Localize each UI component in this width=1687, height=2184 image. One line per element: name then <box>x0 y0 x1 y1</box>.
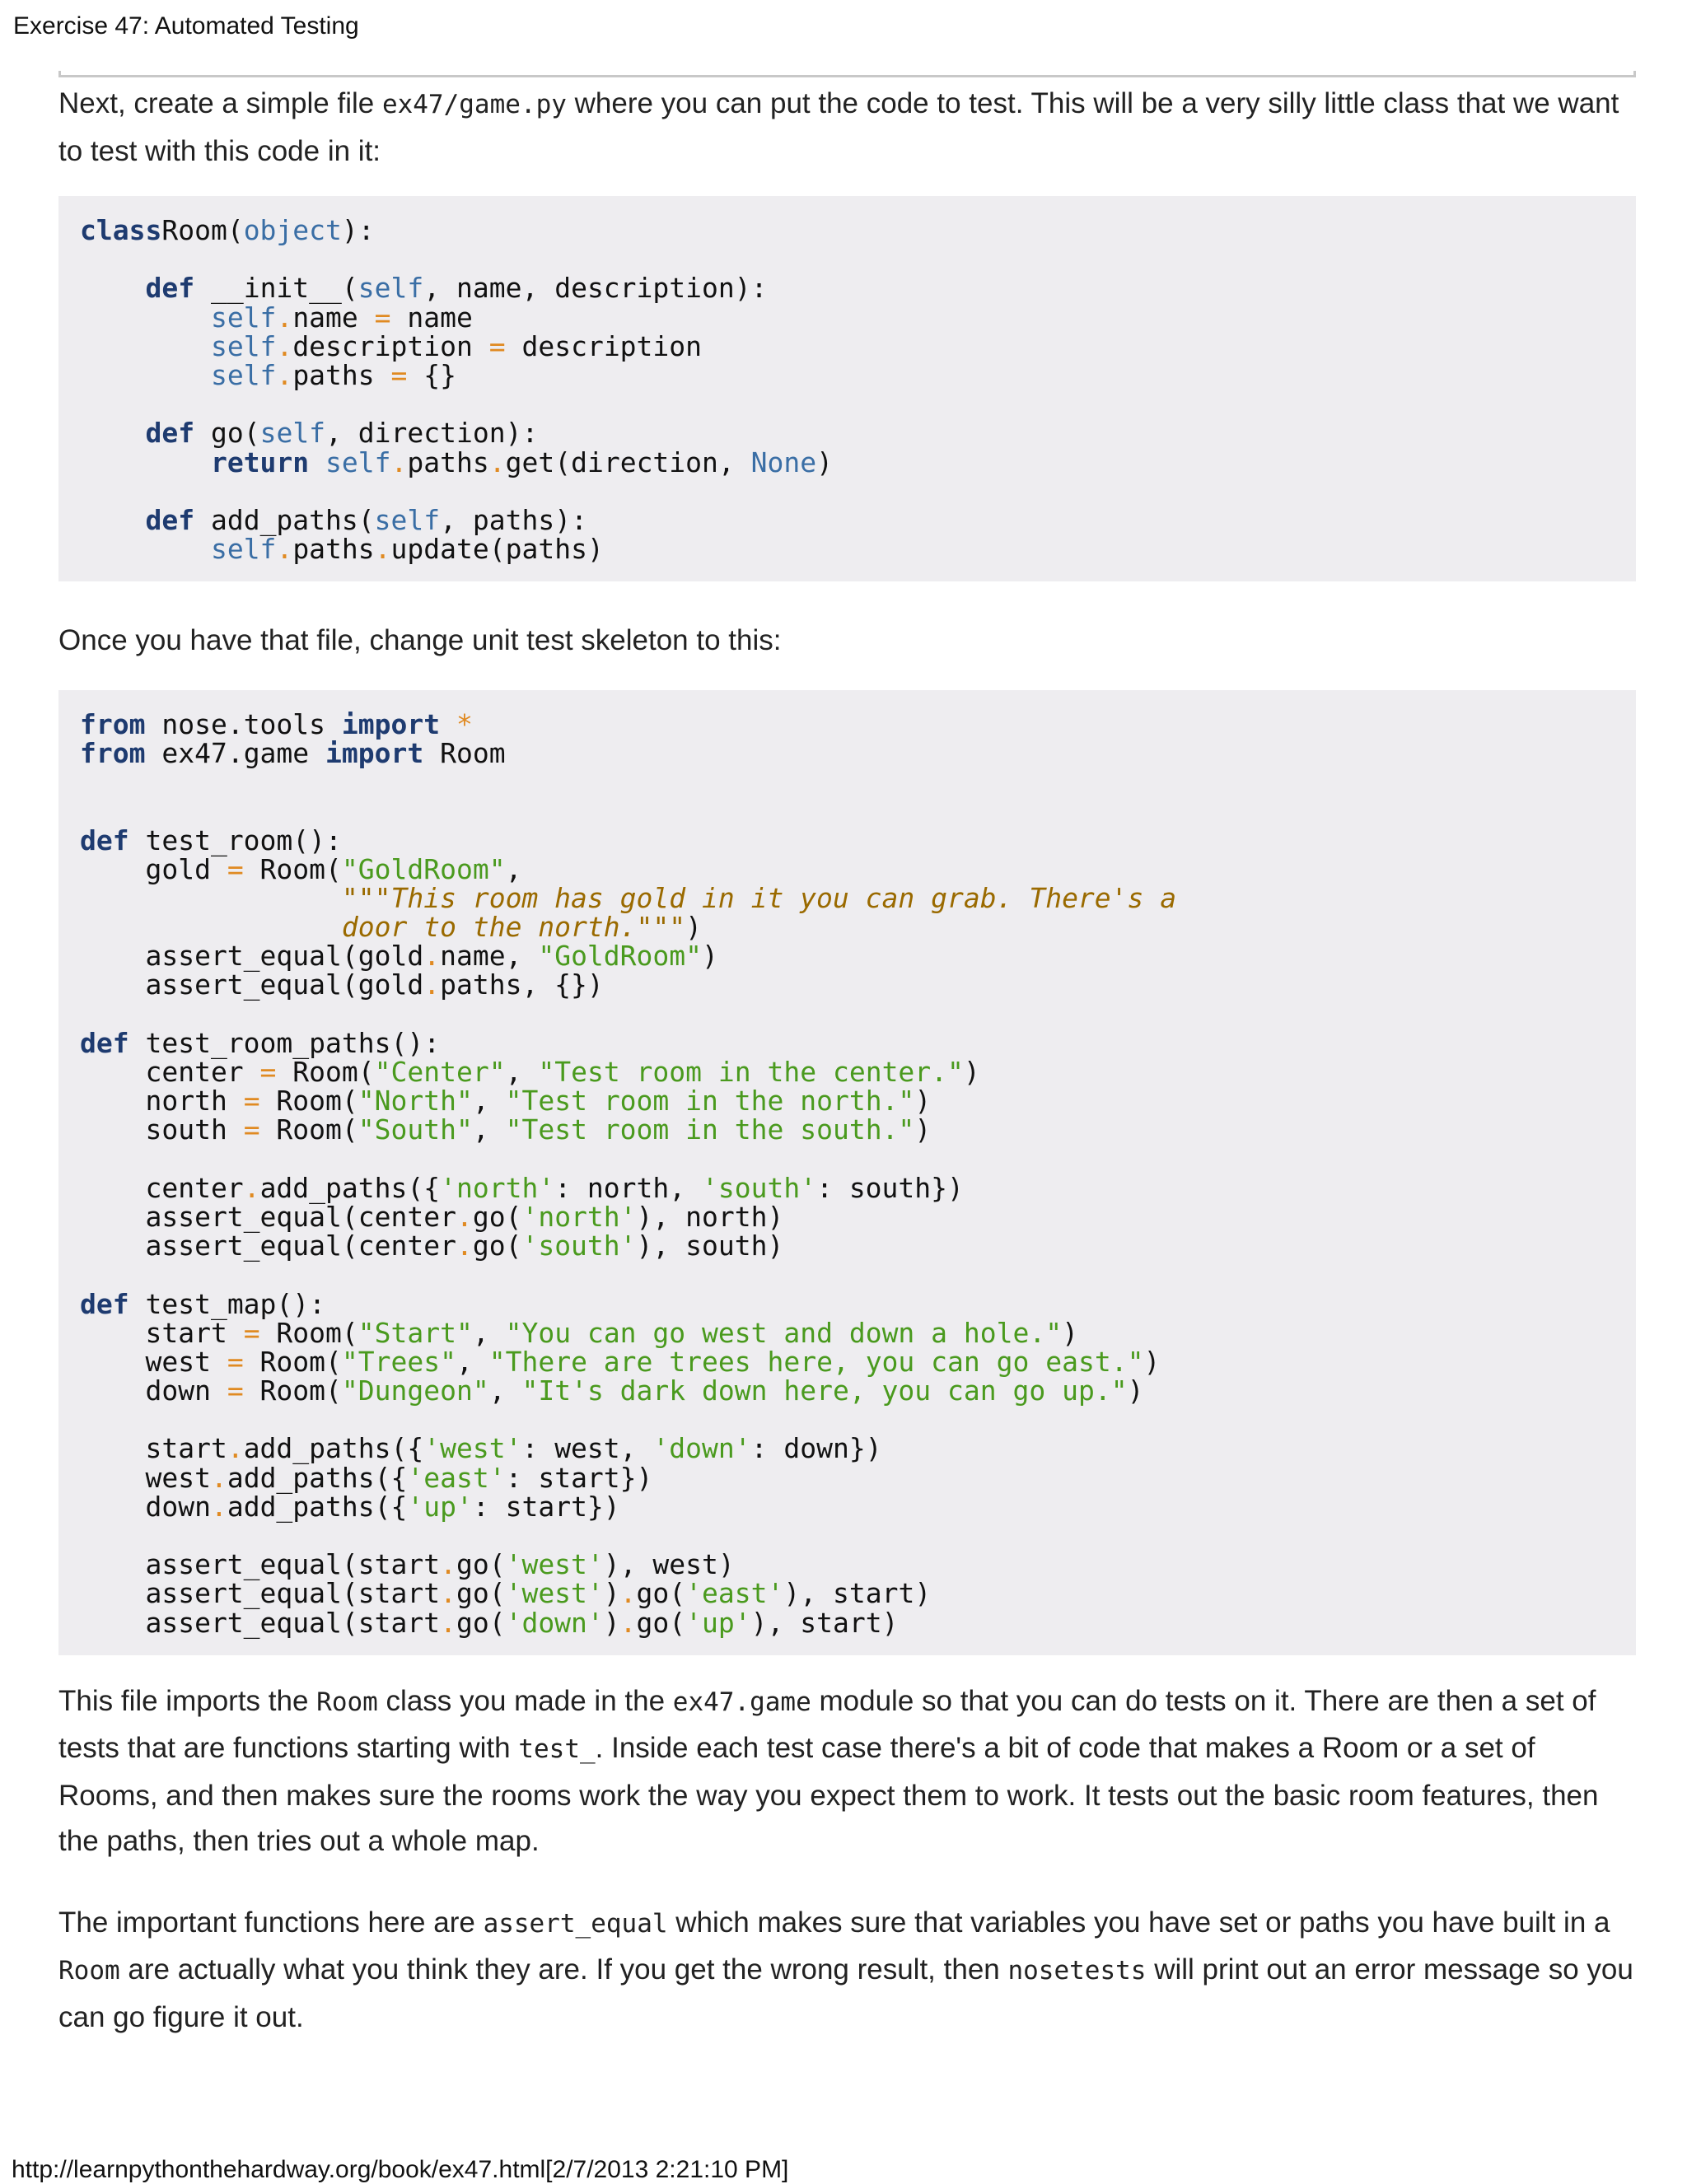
code-line <box>80 1115 1615 1144</box>
code-line <box>80 826 1615 855</box>
code-token: down <box>80 1490 211 1523</box>
code-token: __init__( <box>194 272 358 305</box>
code-line <box>80 417 1615 450</box>
code-token: ex47.game <box>145 736 326 769</box>
code-token: "Test room in the north." <box>505 1085 915 1118</box>
code-line <box>80 1026 1615 1059</box>
inline-code-nosetests: nosetests <box>1007 1956 1147 1986</box>
code-token: ), start) <box>783 1577 932 1610</box>
code-token <box>80 417 145 449</box>
inline-code-module: ex47.game <box>672 1687 811 1717</box>
code-token: go( <box>456 1606 506 1639</box>
code-token: . <box>456 1200 473 1233</box>
code-token: go( <box>472 1230 522 1262</box>
code-token: add_paths({ <box>227 1490 408 1523</box>
code-line <box>80 1608 1615 1637</box>
code-token: : south}) <box>816 1171 964 1204</box>
code-token: south <box>80 1113 244 1146</box>
code-token: . <box>423 968 441 1001</box>
code-token: 'north' <box>521 1200 637 1233</box>
code-line <box>80 1145 1615 1174</box>
code-token: "North" <box>357 1085 473 1118</box>
code-token: . <box>276 533 293 566</box>
code-token: ) <box>1143 1345 1161 1378</box>
code-token: . <box>440 1548 456 1581</box>
code-token: Room <box>423 736 506 769</box>
code-token: update(paths) <box>390 533 604 566</box>
code-token: . <box>390 446 408 478</box>
code-token: ), north) <box>636 1200 784 1233</box>
code-token: , <box>505 1056 539 1088</box>
code-token: go( <box>636 1606 686 1639</box>
code-token: north <box>80 1085 244 1118</box>
code-line <box>80 477 1615 506</box>
code-line <box>80 216 1615 245</box>
code-token: . <box>619 1577 637 1610</box>
code-token: "Test room in the south." <box>505 1113 915 1146</box>
code-line <box>80 1231 1615 1260</box>
code-line <box>80 1405 1615 1434</box>
code-token: self <box>325 446 391 478</box>
code-line <box>80 736 1615 769</box>
code-token: assert_equal(start <box>80 1577 441 1610</box>
code-line <box>80 272 1615 305</box>
code-token: 'north' <box>440 1171 555 1204</box>
code-token: . <box>440 1577 456 1610</box>
code-line <box>80 1287 1615 1320</box>
code-token: self <box>210 533 277 566</box>
code-token: 'west' <box>423 1432 522 1465</box>
code-token: . <box>423 940 441 973</box>
code-token: def <box>145 417 195 450</box>
code-token: . <box>488 446 506 478</box>
code-token: . <box>440 1606 456 1639</box>
code-token: ): <box>341 214 375 246</box>
code-token: None <box>750 446 817 478</box>
explain2-text-4: will print out an error message so you can go figure it out. <box>58 1953 1633 2033</box>
code-token: . <box>374 533 391 566</box>
code-token <box>80 330 211 362</box>
code-token: self <box>374 503 441 536</box>
code-token: = <box>243 1316 260 1349</box>
code-token: ) <box>603 1606 620 1639</box>
code-token: Room( <box>259 1316 358 1349</box>
code-token: west <box>80 1461 211 1494</box>
code-line <box>80 303 1615 332</box>
code-token: . <box>276 301 293 334</box>
code-token: self <box>259 417 326 450</box>
code-token: . <box>227 1432 244 1465</box>
code-line <box>80 329 1615 362</box>
code-token: nose.tools <box>145 707 342 740</box>
code-token: paths <box>407 446 489 478</box>
code-token: Room( <box>243 852 342 885</box>
code-token: "Center" <box>374 1056 506 1088</box>
explain-paragraph-1 <box>58 1678 1636 1864</box>
code-token: ) <box>702 940 718 973</box>
code-token: paths, {}) <box>440 968 604 1001</box>
code-token: = <box>243 1085 260 1118</box>
code-token: "Test room in the center." <box>538 1056 964 1088</box>
code-token: from <box>80 736 146 769</box>
code-token <box>440 708 456 740</box>
code-token: "Start" <box>357 1316 473 1349</box>
code-token <box>80 446 211 478</box>
code-token: ) <box>914 1113 932 1146</box>
code-token: paths <box>292 533 375 566</box>
code-line <box>80 911 1615 944</box>
code-token: assert_equal(gold <box>80 968 424 1001</box>
code-token: "There are trees here, you can go east." <box>488 1345 1144 1378</box>
code-token: ) <box>914 1085 932 1118</box>
code-token: go( <box>456 1577 506 1610</box>
code-token: = <box>227 1374 244 1407</box>
code-token: Room( <box>243 1345 342 1378</box>
article-content <box>58 81 1636 2040</box>
code-line <box>80 881 1615 914</box>
code-token: go( <box>194 417 260 450</box>
code-token: name <box>390 301 473 334</box>
code-token <box>80 301 211 334</box>
code-line <box>80 1434 1615 1463</box>
code-token: center <box>80 1056 260 1088</box>
code-token: : start}) <box>505 1461 653 1494</box>
code-token: import <box>325 736 424 769</box>
code-token: , <box>472 1085 506 1118</box>
code-token: Room( <box>243 1374 342 1407</box>
code-token: ) <box>685 911 702 944</box>
code-token: add_paths({ <box>243 1432 424 1465</box>
code-token: self <box>357 272 424 305</box>
code-token: "GoldRoom" <box>538 940 703 973</box>
code-line <box>80 1260 1615 1289</box>
code-token: , <box>505 852 522 885</box>
code-token: . <box>619 1606 637 1639</box>
code-token: paths <box>292 358 391 391</box>
code-token: assert_equal(start <box>80 1606 441 1639</box>
intro-paragraph <box>58 81 1636 174</box>
code-token: 'south' <box>521 1230 637 1262</box>
code-line <box>80 390 1615 418</box>
code-token: """This room has gold in it you can grab. There's a <box>341 881 1177 914</box>
code-line <box>80 1171 1615 1204</box>
code-token: ) <box>1062 1316 1078 1349</box>
code-token: = <box>259 1056 277 1088</box>
code-line <box>80 358 1615 391</box>
code-token: Room( <box>276 1056 375 1088</box>
page-footer-url: http://learnpythonthehardway.org/book/ex47.html[2/7/2013 2:21:10 PM] <box>12 2156 789 2183</box>
code-token: def <box>145 503 195 536</box>
code-token: self <box>210 301 277 334</box>
code-token: , <box>488 1374 522 1407</box>
code-token: def <box>145 272 195 305</box>
intro-text-2: where you can put the code to test. This will be a very silly little class that we want to test with this code in it: <box>58 87 1619 167</box>
code-line <box>80 1347 1615 1376</box>
code-line <box>80 768 1615 796</box>
code-line <box>80 1057 1615 1086</box>
explain2-text-3: are actually what you think they are. If you get the wrong result, then <box>119 1953 1008 1986</box>
code-token: 'west' <box>505 1577 604 1610</box>
code-line <box>80 533 1615 566</box>
code-token: west <box>80 1345 227 1378</box>
code-token: . <box>276 329 293 362</box>
code-line <box>80 503 1615 536</box>
code-token: ), start) <box>750 1606 899 1639</box>
code-token: , <box>472 1316 506 1349</box>
code-line <box>80 852 1615 885</box>
code-token: test_room(): <box>129 824 342 856</box>
code-line <box>80 1463 1615 1492</box>
inline-code-filename: ex47/game.py <box>381 90 567 119</box>
inline-code-room: Room <box>316 1687 378 1717</box>
code-token: . <box>456 1230 473 1262</box>
code-token: add_paths({ <box>259 1171 441 1204</box>
code-token: go( <box>636 1577 686 1610</box>
code-token <box>80 911 342 943</box>
code-token: . <box>210 1461 227 1494</box>
code-token: 'east' <box>407 1461 506 1494</box>
code-line <box>80 1085 1615 1118</box>
explain2-text-2: which makes sure that variables you have set or paths you have built in a <box>667 1906 1610 1939</box>
code-token <box>80 504 145 536</box>
explain1-text-1: This file imports the <box>58 1684 317 1717</box>
code-token: . <box>210 1490 227 1523</box>
code-token: = <box>227 852 244 885</box>
code-token: 'up' <box>407 1490 473 1523</box>
code-line <box>80 448 1615 477</box>
code-line <box>80 1521 1615 1550</box>
code-token: center <box>80 1171 244 1204</box>
code-token: , direction): <box>325 417 539 450</box>
code-token: : down}) <box>750 1432 882 1465</box>
top-divider <box>58 71 1636 77</box>
explain1-text-3: module so that you can do tests on it. There are then a set of tests that are functions starting with <box>58 1684 1596 1765</box>
code-token: add_paths( <box>194 503 375 536</box>
code-token: . <box>243 1171 260 1204</box>
code-token: def <box>80 1026 129 1059</box>
code-line <box>80 1579 1615 1608</box>
code-token: : west, <box>521 1432 653 1465</box>
code-token: import <box>341 707 441 740</box>
code-token: 'up' <box>685 1606 751 1639</box>
code-token: class <box>80 214 162 246</box>
code-token: self <box>210 329 277 362</box>
code-token: = <box>488 329 506 362</box>
code-token: Room( <box>259 1085 358 1118</box>
code-token: = <box>243 1113 260 1146</box>
code-token: "You can go west and down a hole." <box>505 1316 1063 1349</box>
code-token: assert_equal(start <box>80 1548 441 1581</box>
code-token: . <box>276 358 293 391</box>
code-token <box>80 533 211 565</box>
explain2-text-1: The important functions here are <box>58 1906 484 1939</box>
code-line <box>80 245 1615 273</box>
code-token <box>80 359 211 391</box>
code-token: 'south' <box>702 1171 817 1204</box>
code-line <box>80 1202 1615 1231</box>
code-token: assert_equal(gold <box>80 940 424 973</box>
code-token: test_room_paths(): <box>129 1026 441 1059</box>
code-token: = <box>227 1345 244 1378</box>
code-token: description <box>505 329 703 362</box>
code-token: "South" <box>357 1113 473 1146</box>
code-token: = <box>390 358 408 391</box>
code-token: start <box>80 1316 244 1349</box>
code-token: , paths): <box>440 503 587 536</box>
code-token: go( <box>472 1200 522 1233</box>
code-token: : north, <box>554 1171 702 1204</box>
code-line <box>80 1000 1615 1029</box>
code-token: name, <box>440 940 539 973</box>
code-token: def <box>80 824 129 856</box>
code-token: , <box>456 1345 489 1378</box>
code-line <box>80 796 1615 825</box>
code-token: from <box>80 707 146 740</box>
page-header-title: Exercise 47: Automated Testing <box>13 12 359 40</box>
code-token: 'west' <box>505 1548 604 1581</box>
code-line <box>80 707 1615 740</box>
code-token: self <box>210 358 277 391</box>
code-token: assert_equal(center <box>80 1200 456 1233</box>
code-token: ), west) <box>603 1548 735 1581</box>
explain1-text-4: . Inside each test case there's a bit of code that makes a Room or a set of Rooms, and then makes sure the rooms work the way you expect them to work. It tests out the basic room features, then the paths, then tries out a whole map. <box>58 1732 1599 1858</box>
code-token: start <box>80 1432 227 1465</box>
code-token: name <box>292 301 375 334</box>
code-token: ) <box>1127 1374 1144 1407</box>
code-token: Room( <box>259 1113 358 1146</box>
explain-paragraph-2 <box>58 1900 1636 2041</box>
code-token: "Trees" <box>341 1345 456 1378</box>
code-token: {} <box>407 358 457 391</box>
code-line <box>80 1550 1615 1579</box>
code-line <box>80 970 1615 999</box>
code-line <box>80 1376 1615 1405</box>
code-token: add_paths({ <box>227 1461 408 1494</box>
code-token: "Dungeon" <box>341 1374 489 1407</box>
code-token: "It's dark down here, you can go up." <box>521 1374 1128 1407</box>
code-token: ) <box>816 446 833 478</box>
code-token: * <box>456 707 473 740</box>
code-token: test_map(): <box>129 1287 326 1320</box>
intro-text-1: Next, create a simple file <box>58 87 382 119</box>
inline-code-room-2: Room <box>58 1956 120 1986</box>
code-token: 'down' <box>505 1606 604 1639</box>
mid-paragraph: Once you have that file, change unit test skeleton to this: <box>58 624 782 657</box>
code-token: : start}) <box>472 1490 620 1523</box>
code-token: object <box>243 214 342 246</box>
inline-code-assert-equal: assert_equal <box>483 1908 668 1939</box>
code-token: "GoldRoom" <box>341 852 506 885</box>
code-token: description <box>292 329 489 362</box>
code-token: 'down' <box>652 1432 751 1465</box>
code-token: def <box>80 1287 129 1320</box>
code-token: = <box>374 301 391 334</box>
code-line <box>80 1318 1615 1347</box>
code-token <box>309 446 325 478</box>
code-token: assert_equal(center <box>80 1230 456 1262</box>
code-token: gold <box>80 852 227 885</box>
code-token: go( <box>456 1548 506 1581</box>
code-block-game-py <box>58 196 1636 581</box>
code-token <box>80 272 145 304</box>
code-block-unit-test <box>58 690 1636 1655</box>
code-token: return <box>210 446 310 478</box>
code-token: , name, description): <box>423 272 768 305</box>
code-token <box>80 882 342 914</box>
explain1-text-2: class you made in the <box>377 1684 673 1717</box>
code-line <box>80 1492 1615 1521</box>
code-token: ) <box>963 1056 980 1088</box>
code-token: Room( <box>161 214 244 246</box>
code-token: ), south) <box>636 1230 784 1262</box>
code-token: get(direction, <box>505 446 751 478</box>
code-token: down <box>80 1374 227 1407</box>
code-token: , <box>472 1113 506 1146</box>
code-token: door to the north.""" <box>341 911 686 944</box>
code-token: 'east' <box>685 1577 784 1610</box>
code-line <box>80 940 1615 973</box>
inline-code-test-prefix: test_ <box>518 1734 596 1765</box>
code-token: ) <box>603 1577 620 1610</box>
